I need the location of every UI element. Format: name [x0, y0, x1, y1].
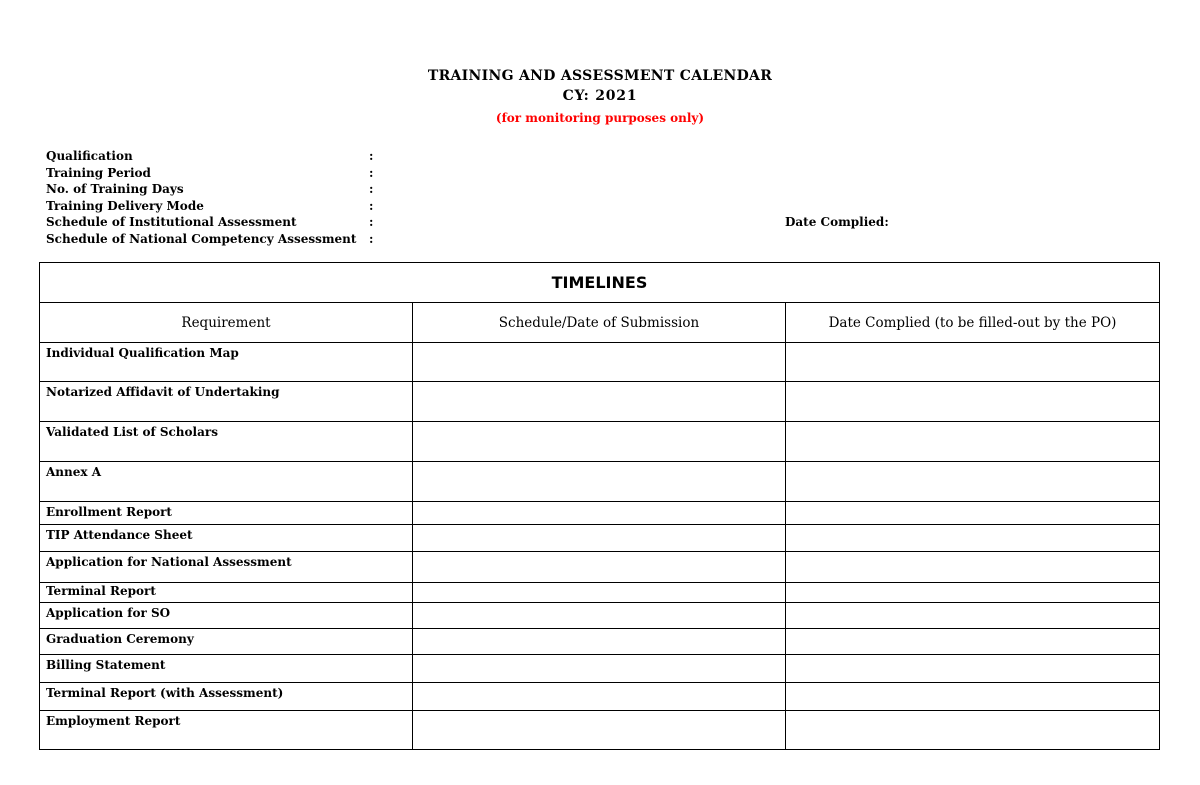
- requirement-cell: Notarized Affidavit of Undertaking: [40, 382, 413, 422]
- date-complied-cell[interactable]: [786, 462, 1160, 502]
- info-colon: :: [369, 165, 374, 180]
- table-row: [40, 603, 1160, 629]
- info-row-national-assessment: [46, 231, 946, 248]
- info-row-training-period: [46, 165, 946, 182]
- requirement-cell: Graduation Ceremony: [40, 629, 413, 655]
- info-colon: :: [369, 182, 374, 197]
- schedule-cell[interactable]: [413, 655, 786, 683]
- schedule-cell[interactable]: [413, 683, 786, 711]
- info-label: Qualification: [46, 149, 133, 163]
- info-label: No. of Training Days: [46, 182, 184, 197]
- info-row-delivery-mode: [46, 198, 946, 215]
- requirement-cell: Individual Qualification Map: [40, 343, 413, 382]
- date-complied-cell[interactable]: [786, 422, 1160, 462]
- document-title: TRAINING AND ASSESSMENT CALENDAR: [427, 68, 773, 84]
- info-label: Schedule of Institutional Assessment: [46, 215, 297, 230]
- schedule-cell[interactable]: [413, 603, 786, 629]
- info-label: Training Delivery Mode: [46, 198, 204, 213]
- table-row: [40, 683, 1160, 711]
- date-complied-cell[interactable]: [786, 683, 1160, 711]
- info-label: Training Period: [46, 165, 151, 180]
- info-colon: :: [369, 149, 374, 163]
- monitoring-note: (for monitoring purposes only): [495, 111, 705, 125]
- date-complied-cell[interactable]: [786, 343, 1160, 382]
- requirement-cell: Validated List of Scholars: [40, 422, 413, 462]
- table-row: [40, 525, 1160, 552]
- column-header-date-complied: Date Complied (to be filled-out by the PO): [786, 303, 1160, 343]
- timelines-heading: TIMELINES: [40, 263, 1160, 303]
- date-complied-cell[interactable]: [786, 552, 1160, 583]
- requirement-cell: Application for SO: [40, 603, 413, 629]
- schedule-cell[interactable]: [413, 552, 786, 583]
- info-label: Schedule of National Competency Assessment: [46, 231, 357, 246]
- table-row: [40, 462, 1160, 502]
- table-row: [40, 422, 1160, 462]
- date-complied-cell[interactable]: [786, 583, 1160, 603]
- requirement-cell: Application for National Assessment: [40, 552, 413, 583]
- info-row-qualification: [46, 148, 946, 165]
- table-row: [40, 583, 1160, 603]
- schedule-cell[interactable]: [413, 343, 786, 382]
- info-colon: :: [369, 215, 374, 230]
- table-row: [40, 382, 1160, 422]
- requirement-cell: TIP Attendance Sheet: [40, 525, 413, 552]
- date-complied-cell[interactable]: [786, 382, 1160, 422]
- column-header-requirement: Requirement: [40, 303, 413, 343]
- date-complied-cell[interactable]: [786, 502, 1160, 525]
- table-row: [40, 711, 1160, 750]
- date-complied-cell[interactable]: [786, 711, 1160, 750]
- calendar-year: CY: 2021: [562, 88, 638, 104]
- schedule-cell[interactable]: [413, 525, 786, 552]
- requirement-cell: Terminal Report: [40, 583, 413, 603]
- schedule-cell[interactable]: [413, 462, 786, 502]
- schedule-cell[interactable]: [413, 422, 786, 462]
- info-block: [46, 148, 946, 248]
- info-colon: :: [369, 231, 374, 246]
- table-row: [40, 552, 1160, 583]
- requirement-cell: Employment Report: [40, 711, 413, 750]
- date-complied-cell[interactable]: [786, 525, 1160, 552]
- schedule-cell[interactable]: [413, 502, 786, 525]
- schedule-cell[interactable]: [413, 711, 786, 750]
- timelines-table: [39, 262, 1160, 750]
- requirement-cell: Billing Statement: [40, 655, 413, 683]
- date-complied-cell[interactable]: [786, 655, 1160, 683]
- table-row: [40, 629, 1160, 655]
- date-complied-cell[interactable]: [786, 629, 1160, 655]
- info-row-institutional-assessment: [46, 214, 946, 231]
- column-header-schedule: Schedule/Date of Submission: [413, 303, 786, 343]
- table-row: [40, 655, 1160, 683]
- date-complied-cell[interactable]: [786, 603, 1160, 629]
- schedule-cell[interactable]: [413, 583, 786, 603]
- requirement-cell: Annex A: [40, 462, 413, 502]
- info-row-training-days: [46, 181, 946, 198]
- table-row: [40, 343, 1160, 382]
- schedule-cell[interactable]: [413, 629, 786, 655]
- requirement-cell: Terminal Report (with Assessment): [40, 683, 413, 711]
- schedule-cell[interactable]: [413, 382, 786, 422]
- date-complied-label: Date Complied:: [785, 215, 889, 230]
- requirement-cell: Enrollment Report: [40, 502, 413, 525]
- info-colon: :: [369, 198, 374, 213]
- table-row: [40, 502, 1160, 525]
